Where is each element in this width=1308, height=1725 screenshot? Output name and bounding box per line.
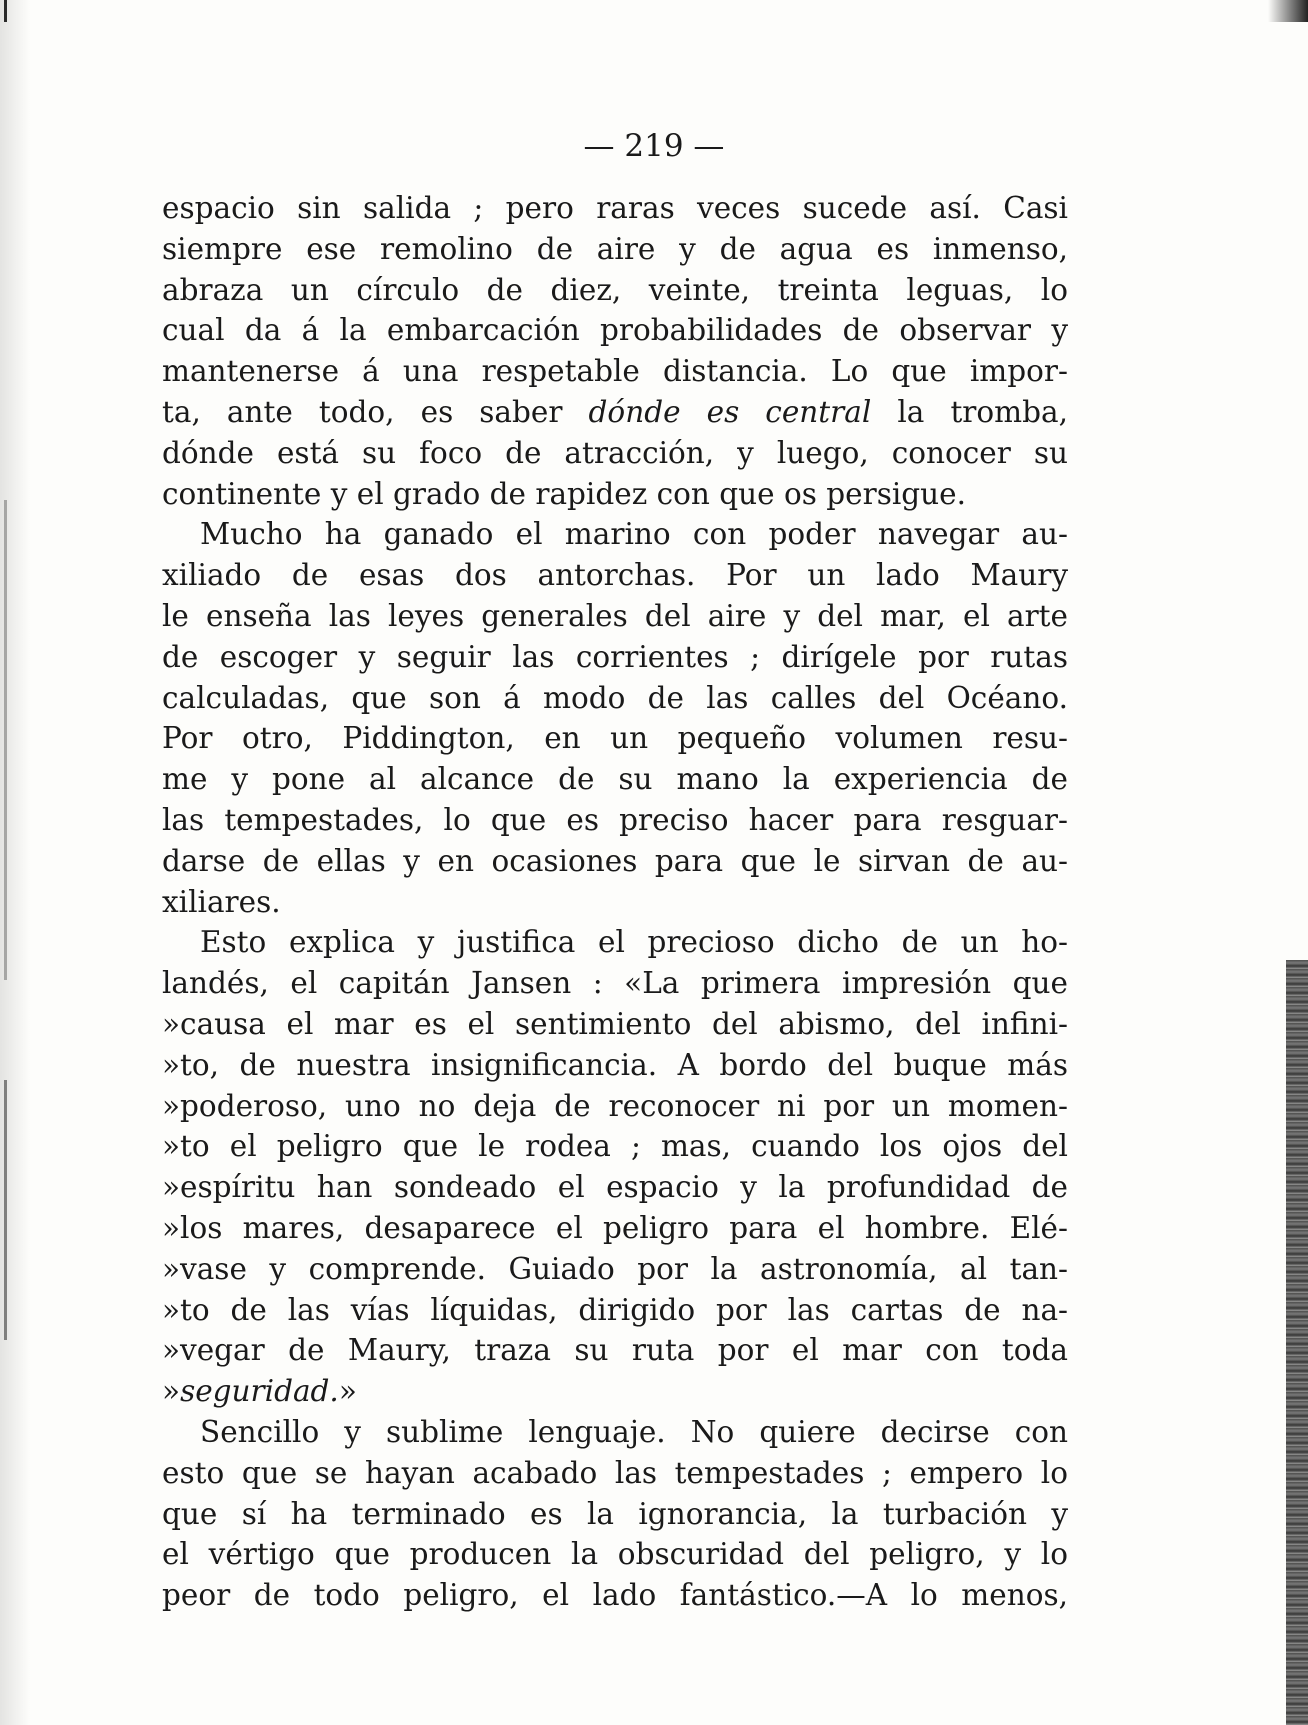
text-line: »poderoso, uno no deja de reconocer ni por un momen- xyxy=(162,1088,1068,1123)
text-line: siempre ese remolino de aire y de agua es inmenso, xyxy=(162,231,1068,266)
text-line: calculadas, que son á modo de las calles del Océano. xyxy=(162,680,1068,715)
text-line: cual da á la embarcación probabilidades de observar y xyxy=(162,313,1068,348)
text-line: de escoger y seguir las corrientes ; dirígele por rutas xyxy=(162,639,1068,674)
scan-corner xyxy=(1268,0,1308,22)
text-line: espacio sin salida ; pero raras veces sucede así. Casi xyxy=(162,191,1068,225)
text-span: la tromba, xyxy=(871,394,1068,429)
scan-mark xyxy=(4,500,7,980)
text-line: continente y el grado de rapidez con que os persigue. xyxy=(162,476,967,511)
text-line: Mucho ha ganado el marino con poder navegar au- xyxy=(200,517,1068,552)
text-line: »causa el mar es el sentimiento del abismo, del infini- xyxy=(162,1006,1068,1041)
text-span: ta, ante todo, es saber xyxy=(162,394,589,429)
text-line xyxy=(162,1371,1068,1412)
text-line: esto que se hayan acabado las tempestades ; empero lo xyxy=(162,1455,1068,1490)
text-line: Esto explica y justifica el precioso dicho de un ho- xyxy=(200,925,1068,960)
text-line: Por otro, Piddington, en un pequeño volumen resu- xyxy=(162,721,1068,756)
text-line: »to, de nuestra insignificancia. A bordo del buque más xyxy=(162,1047,1068,1082)
text-line: que sí ha terminado es la ignorancia, la turbación y xyxy=(162,1496,1068,1531)
body-text xyxy=(162,188,1068,1616)
text-line: dónde está su foco de atracción, y luego, conocer su xyxy=(162,435,1068,470)
text-span: » xyxy=(338,1374,357,1409)
text-line: mantenerse á una respetable distancia. Lo que impor- xyxy=(162,354,1068,389)
text-line: »vegar de Maury, traza su ruta por el mar con toda xyxy=(162,1333,1068,1368)
text-line: landés, el capitán Jansen : «La primera impresión que xyxy=(162,966,1068,1001)
text-line: »to de las vías líquidas, dirigido por las cartas de na- xyxy=(162,1292,1068,1327)
text-line xyxy=(162,392,1068,433)
text-line: »espíritu han sondeado el espacio y la profundidad de xyxy=(162,1170,1068,1205)
text-line: me y pone al alcance de su mano la experiencia de xyxy=(162,762,1068,797)
text-line: abraza un círculo de diez, veinte, treinta leguas, lo xyxy=(162,272,1068,307)
text-line: le enseña las leyes generales del aire y del mar, el arte xyxy=(162,598,1068,633)
text-line: »to el peligro que le rodea ; mas, cuando los ojos del xyxy=(162,1129,1068,1164)
text-line: peor de todo peligro, el lado fantástico.—A lo menos, xyxy=(162,1578,1068,1613)
text-line: xiliares. xyxy=(162,884,281,919)
text-line: Sencillo y sublime lenguaje. No quiere decirse con xyxy=(200,1414,1068,1449)
text-line: xiliado de esas dos antorchas. Por un lado Maury xyxy=(162,558,1068,593)
text-line: darse de ellas y en ocasiones para que le sirvan de au- xyxy=(162,843,1068,878)
page-number: — 219 — xyxy=(583,128,725,164)
text-line: las tempestades, lo que es preciso hacer para resguar- xyxy=(162,802,1068,837)
scan-edge-right xyxy=(1286,960,1308,1725)
italic-span: dónde es central xyxy=(588,394,872,429)
text-line: el vértigo que producen la obscuridad del peligro, y lo xyxy=(162,1537,1068,1572)
scan-mark xyxy=(4,1080,7,1340)
italic-span: seguridad. xyxy=(180,1374,339,1409)
text-span: » xyxy=(162,1374,181,1409)
text-line: »los mares, desaparece el peligro para el hombre. Elé- xyxy=(162,1210,1068,1245)
text-line: »vase y comprende. Guiado por la astronomía, al tan- xyxy=(162,1251,1068,1286)
scan-mark xyxy=(4,0,7,22)
